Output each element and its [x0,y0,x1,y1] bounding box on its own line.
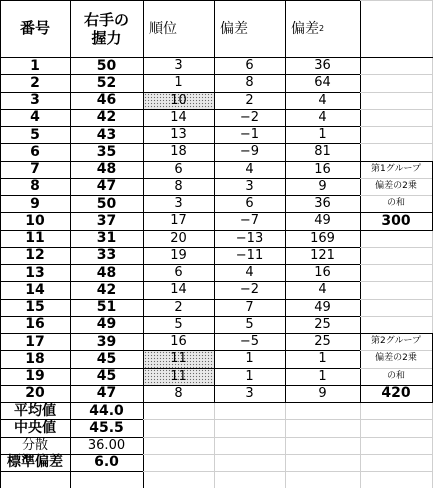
group2-label-line3: の和 [386,370,405,381]
cell-grip[interactable]: 52 [96,74,117,91]
grid-line [360,402,432,403]
cell-deviation[interactable]: 6 [245,58,254,74]
grid-line [360,126,433,127]
cell-rank[interactable]: 8 [174,385,183,401]
cell-deviation[interactable]: 4 [245,265,254,281]
cell-grip[interactable]: 43 [96,126,117,143]
cell-rank[interactable]: 11 [170,351,187,367]
cell-grip[interactable]: 47 [96,178,117,195]
cell-rank[interactable]: 6 [174,265,183,281]
cell-rank[interactable]: 14 [170,282,187,298]
header-grip [70,0,143,57]
grid-line [360,74,433,75]
cell-rank[interactable]: 8 [174,178,183,194]
group1-label-line3: の和 [386,198,405,209]
grid-line [360,57,433,58]
cell-rank[interactable]: 19 [170,247,187,263]
stat-median-value[interactable]: 45.5 [89,419,124,436]
cell-deviation-squared[interactable]: 9 [318,385,327,401]
cell-grip[interactable]: 50 [96,195,117,212]
cell-deviation-squared[interactable]: 4 [318,282,327,298]
cell-deviation[interactable]: 1 [245,351,254,367]
group1-sum[interactable]: 300 [381,212,411,229]
cell-grip[interactable]: 48 [96,264,117,281]
cell-grip[interactable]: 37 [96,212,117,229]
cell-deviation-squared[interactable]: 121 [310,247,335,263]
cell-deviation-squared[interactable]: 16 [314,161,331,177]
cell-deviation[interactable]: 7 [245,299,254,315]
cell-rank[interactable]: 3 [174,58,183,74]
cell-no[interactable]: 14 [25,281,45,298]
cell-rank[interactable]: 2 [174,299,183,315]
grid-line [360,109,433,110]
grid-line [0,471,143,472]
header-no: 番号 [19,19,50,37]
stat-variance-value[interactable]: 36.00 [87,437,126,453]
cell-no[interactable]: 17 [25,333,45,350]
cell-grip[interactable]: 47 [96,385,117,402]
cell-deviation[interactable]: −2 [239,109,260,125]
cell-deviation[interactable]: −2 [239,282,260,298]
cell-deviation-squared[interactable]: 4 [318,92,327,108]
grid-line [360,402,361,488]
cell-no[interactable]: 5 [30,126,40,143]
cell-grip[interactable]: 49 [96,316,117,333]
header-dev2-superscript: 2 [319,23,325,33]
cell-rank[interactable]: 17 [170,213,187,229]
cell-grip[interactable]: 50 [96,57,117,74]
grid-line [360,247,433,248]
cell-grip[interactable]: 48 [96,161,117,178]
cell-rank[interactable]: 16 [170,334,187,350]
stat-median-label: 中央値 [14,419,56,436]
cell-grip[interactable]: 31 [96,230,117,247]
cell-grip[interactable]: 45 [96,368,117,385]
cell-deviation[interactable]: 2 [245,92,254,108]
stat-mean-value[interactable]: 44.0 [89,402,124,419]
header-grip-line2: 握力 [91,28,122,47]
header-dev2-text: 偏差 [291,20,319,37]
cell-no[interactable]: 15 [25,299,45,316]
cell-deviation[interactable]: −1 [239,127,260,143]
cell-deviation[interactable]: 8 [245,75,254,91]
header-rank: 順位 [149,20,177,37]
stat-sd-value[interactable]: 6.0 [94,454,119,471]
cell-no[interactable]: 8 [30,178,40,195]
grid-line [285,402,286,488]
grid-line [143,437,433,438]
grid-line [360,264,433,265]
cell-deviation-squared[interactable]: 169 [310,230,335,246]
cell-grip[interactable]: 46 [96,92,117,109]
cell-no[interactable]: 7 [30,161,40,178]
cell-grip[interactable]: 42 [96,281,117,298]
cell-deviation[interactable]: 3 [245,178,254,194]
grid-line [360,143,433,144]
grid-line [360,0,433,1]
cell-deviation-squared[interactable]: 1 [318,127,327,143]
cell-deviation-squared[interactable]: 64 [314,75,331,91]
cell-deviation-squared[interactable]: 49 [314,299,331,315]
grid-line [360,92,433,93]
cell-deviation[interactable]: 6 [245,196,254,212]
cell-deviation[interactable]: −9 [239,144,260,160]
grid-line [360,316,433,317]
cell-deviation[interactable]: 5 [245,316,254,332]
cell-no[interactable]: 12 [25,247,45,264]
cell-deviation-squared[interactable]: 36 [314,196,331,212]
grid-line [360,299,433,300]
cell-deviation[interactable]: −7 [239,213,260,229]
cell-grip[interactable]: 42 [96,109,117,126]
cell-deviation[interactable]: 3 [245,385,254,401]
cell-deviation-squared[interactable]: 36 [314,58,331,74]
cell-rank[interactable]: 6 [174,161,183,177]
cell-deviation-squared[interactable]: 9 [318,178,327,194]
group2-label-line2: 偏差の2乗 [375,353,417,364]
cell-deviation[interactable]: 1 [245,368,254,384]
cell-rank[interactable]: 20 [170,230,187,246]
stat-variance-label: 分散 [21,437,48,453]
cell-rank[interactable]: 18 [170,144,187,160]
cell-deviation-squared[interactable]: 4 [318,109,327,125]
grid-line [143,471,433,472]
header-deviation-squared [285,0,366,57]
grid-line [214,402,215,488]
header-grip-line1: 右手の [83,10,129,29]
cell-no[interactable]: 18 [25,350,45,367]
cell-deviation[interactable]: −5 [239,334,260,350]
cell-rank[interactable]: 10 [170,92,187,108]
grid-line [143,419,433,420]
cell-rank[interactable]: 3 [174,196,183,212]
group2-sum[interactable]: 420 [381,385,411,402]
cell-deviation-squared[interactable]: 25 [314,316,331,332]
cell-deviation[interactable]: −11 [235,247,264,263]
grid-line [360,281,433,282]
stat-sd-label: 標準偏差 [7,454,63,471]
cell-grip[interactable]: 45 [96,350,117,367]
cell-deviation-squared[interactable]: 1 [318,368,327,384]
stat-mean-label: 平均値 [14,402,56,419]
cell-deviation-squared[interactable]: 1 [318,351,327,367]
cell-rank[interactable]: 1 [174,75,183,91]
group2-label-line1: 第2グループ [370,336,421,347]
cell-no[interactable]: 3 [30,92,40,109]
cell-deviation-squared[interactable]: 49 [314,213,331,229]
cell-deviation[interactable]: −13 [235,230,264,246]
cell-grip[interactable]: 51 [96,299,117,316]
cell-rank[interactable]: 11 [170,368,187,384]
cell-no[interactable]: 16 [25,316,45,333]
cell-deviation-squared[interactable]: 81 [314,144,331,160]
cell-rank[interactable]: 5 [174,316,183,332]
group1-label-line2: 偏差の2乗 [375,180,417,191]
cell-no[interactable]: 13 [25,264,45,281]
cell-rank[interactable]: 14 [170,109,187,125]
cell-no[interactable]: 9 [30,195,40,212]
cell-rank[interactable]: 13 [170,127,187,143]
grid-line [360,230,432,231]
header-deviation: 偏差 [220,20,248,37]
cell-no[interactable]: 10 [25,212,45,229]
cell-grip[interactable]: 39 [96,333,117,350]
cell-grip[interactable]: 35 [96,143,117,160]
cell-no[interactable]: 11 [25,230,45,247]
cell-no[interactable]: 6 [30,143,40,160]
cell-deviation[interactable]: 4 [245,161,254,177]
group1-label-line1: 第1グループ [370,163,421,174]
cell-deviation-squared[interactable]: 16 [314,265,331,281]
cell-grip[interactable]: 33 [96,247,117,264]
cell-no[interactable]: 20 [25,385,45,402]
cell-no[interactable]: 19 [25,368,45,385]
cell-no[interactable]: 2 [30,74,40,91]
cell-deviation-squared[interactable]: 25 [314,334,331,350]
grid-line [143,454,433,455]
cell-no[interactable]: 4 [30,109,40,126]
cell-no[interactable]: 1 [30,57,40,74]
